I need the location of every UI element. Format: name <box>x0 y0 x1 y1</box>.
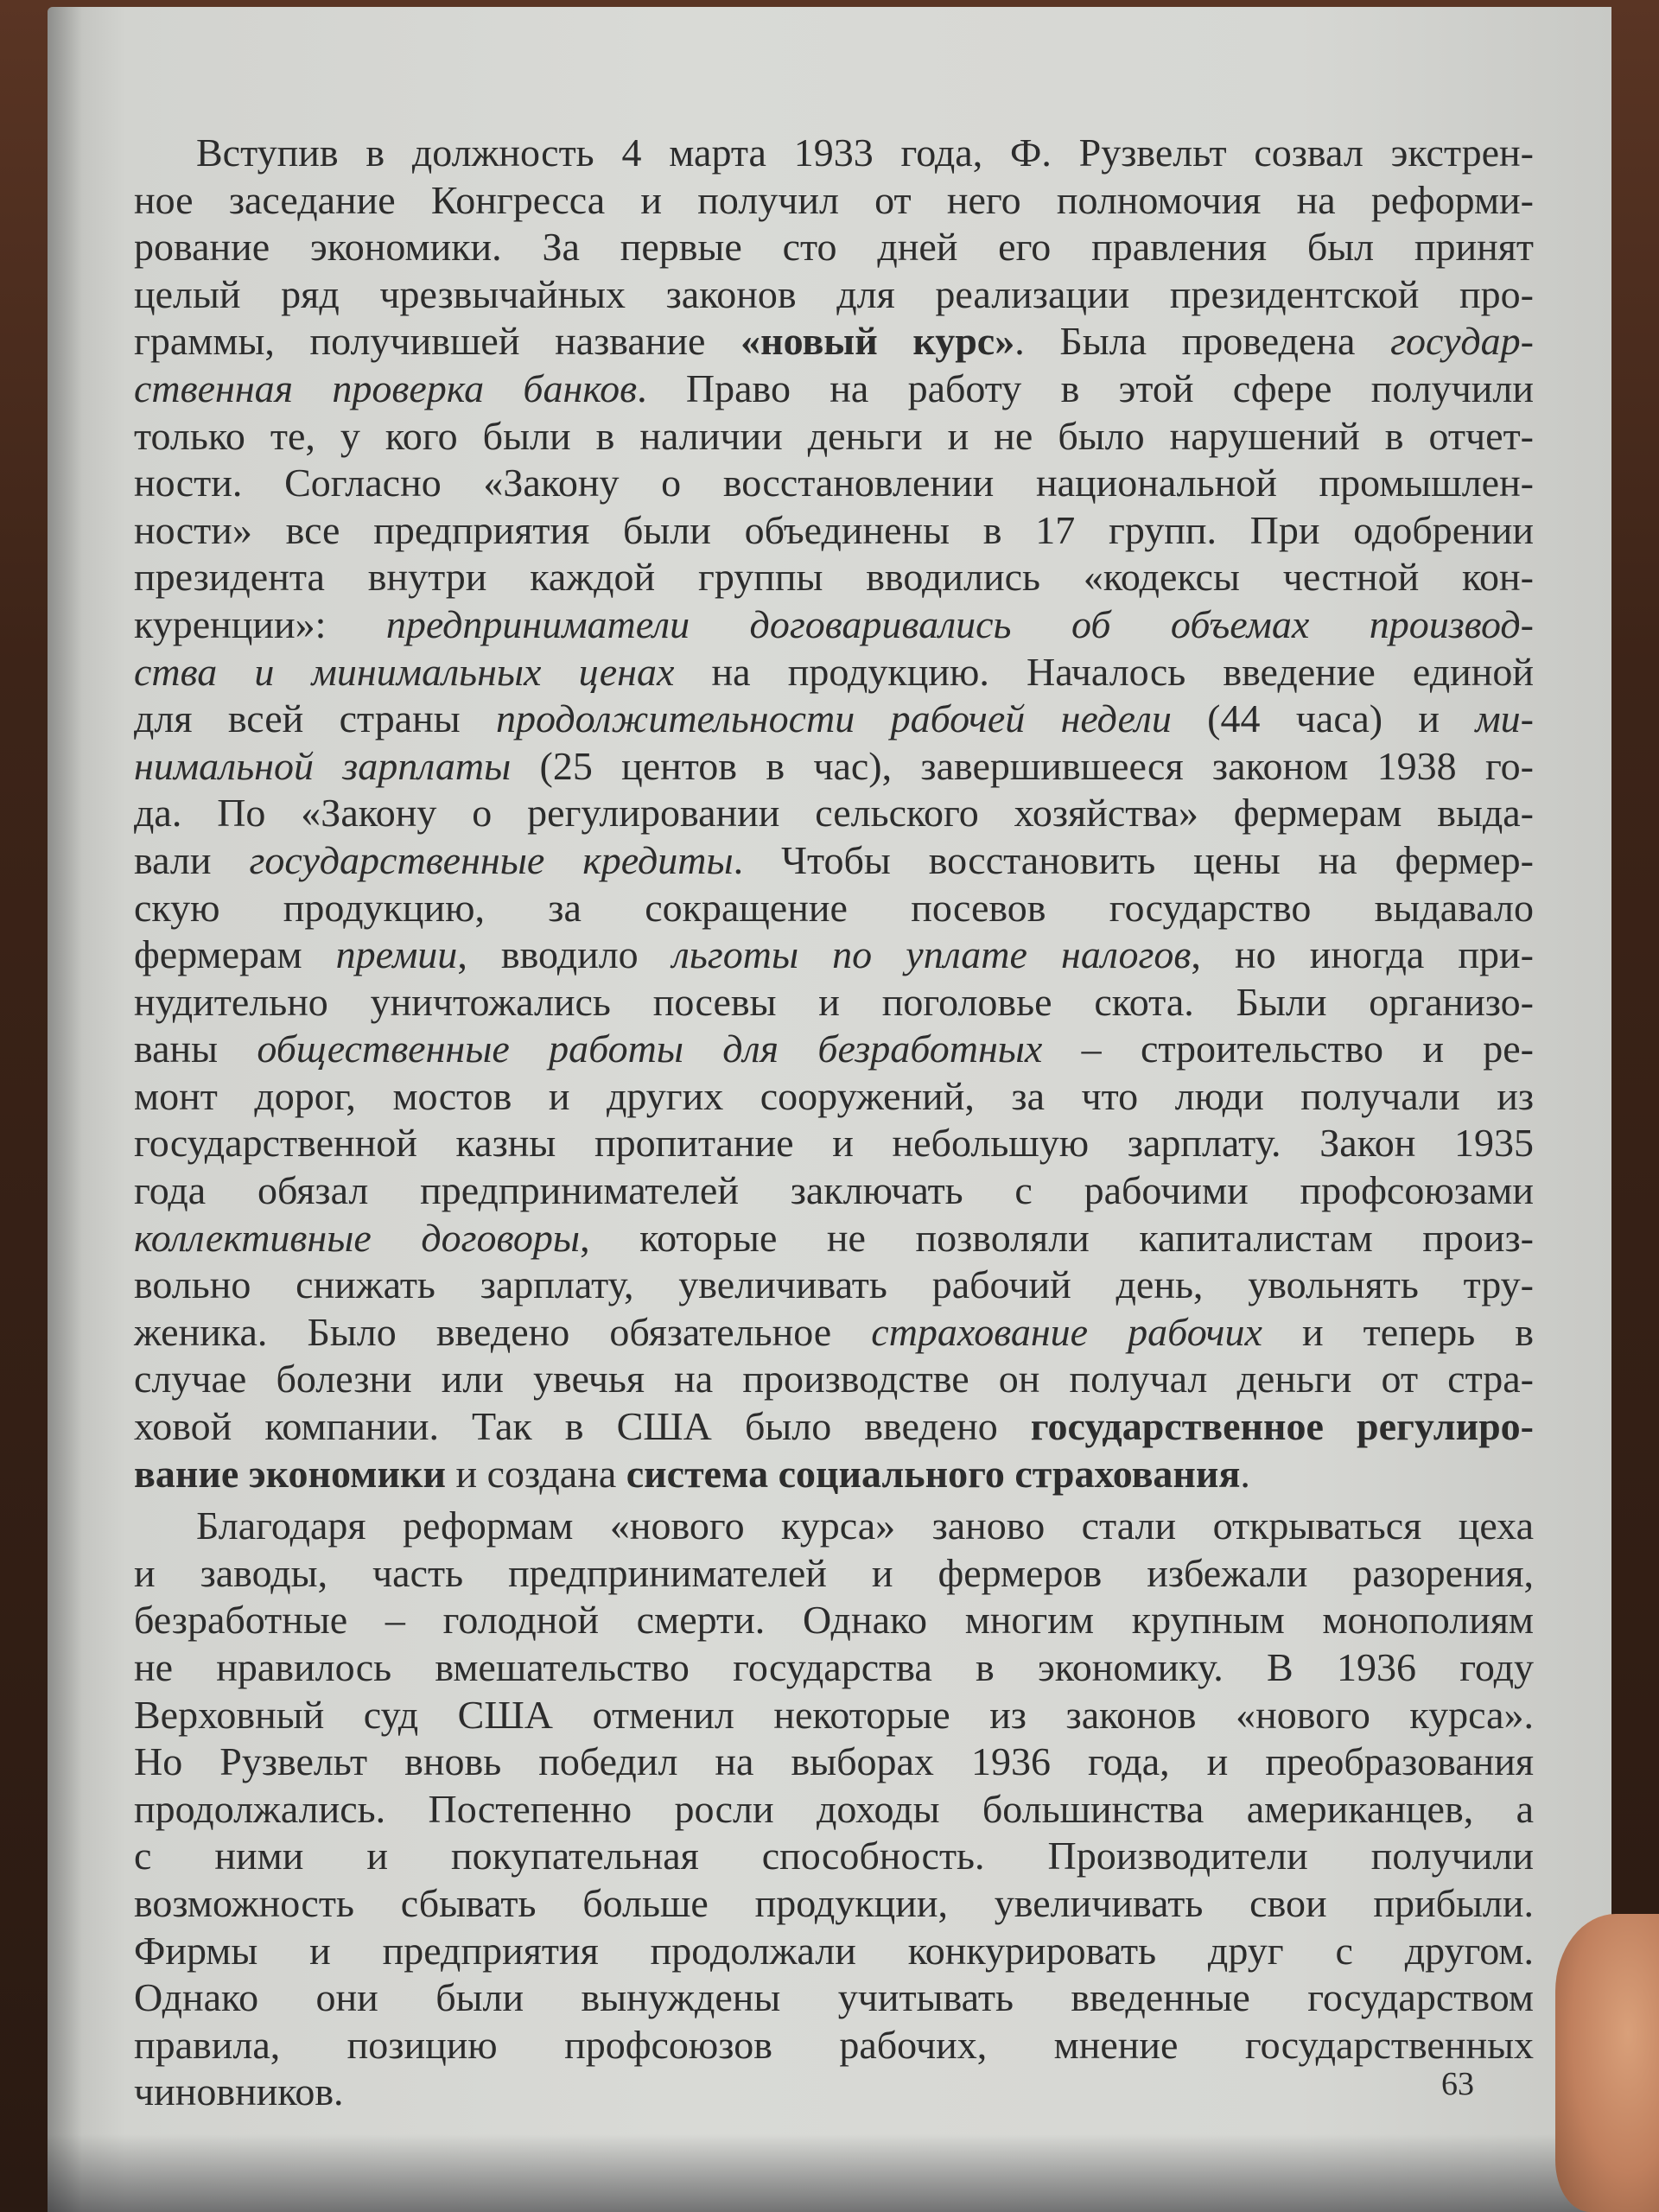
page-gutter-shadow <box>48 7 82 2212</box>
bold-term: государственное регулиро- <box>1030 1404 1534 1449</box>
text-line: ности» все предприятия были объединены в 17 групп. При одобрении <box>134 507 1534 552</box>
page-text <box>134 130 1534 2116</box>
text-run: ваны <box>134 1027 257 1071</box>
text-line <box>134 1215 1534 1262</box>
finger-holding-page <box>1555 1914 1659 2212</box>
italic-term: коллективные договоры <box>134 1215 581 1260</box>
text-line: нудительно уничтожались посевы и поголовье скота. Были организо- <box>134 979 1534 1024</box>
text-run: (44 часа) и <box>1171 696 1476 741</box>
italic-term: государственные кредиты <box>249 837 734 882</box>
text-line <box>134 696 1534 743</box>
italic-term: общественные работы для безработных <box>257 1027 1043 1071</box>
text-run: ховой компании. Так в США было введено <box>134 1404 1031 1449</box>
paragraph-2 <box>134 1503 1534 2116</box>
text-line: Вступив в должность 4 марта 1933 года, Ф. Рузвельт созвал экстрен- <box>196 130 1534 175</box>
text-run: и теперь в <box>1262 1309 1535 1354</box>
text-line: возможность сбывать больше продукции, увеличивать свои прибыли. <box>134 1880 1534 1925</box>
text-run: фермерам <box>134 932 336 977</box>
bold-term: система социального страхования <box>626 1451 1241 1496</box>
text-line: только те, у кого были в наличии деньги и не было нарушений в отчет- <box>134 413 1534 458</box>
text-line <box>134 743 1534 791</box>
text-line <box>134 649 1534 696</box>
italic-term: льготы по уплате налогов <box>671 932 1192 977</box>
text-line: монт дорог, мостов и других сооружений, за что люди получали из <box>134 1073 1534 1118</box>
text-line: с ними и покупательная способность. Производители получили <box>134 1834 1534 1878</box>
text-line: Благодаря реформам «нового курса» заново стали открываться цеха <box>196 1503 1534 1548</box>
text-run: . Была проведена <box>1014 319 1391 364</box>
text-run: и создана <box>446 1451 626 1496</box>
text-run: куренции»: <box>134 601 386 646</box>
text-run: – строительство и ре- <box>1042 1027 1534 1071</box>
text-run: , вводило <box>457 932 672 977</box>
text-line <box>134 601 1534 649</box>
italic-term: ственная проверка банков <box>134 365 638 410</box>
text-run: граммы, получившей название <box>134 319 741 364</box>
text-line: правила, позицию профсоюзов рабочих, мнение государственных <box>134 2022 1534 2067</box>
text-line: случае болезни или увечья на производстве он получал деньги от стра- <box>134 1357 1534 1402</box>
text-line: Однако они были вынуждены учитывать введенные государством <box>134 1975 1534 2020</box>
italic-term: государ- <box>1390 319 1534 364</box>
bold-term-new-deal: «новый курс» <box>741 319 1015 364</box>
text-run: женика. Было введено обязательное <box>134 1309 872 1354</box>
text-line: Верховный суд США отменил некоторые из законов «нового курса». <box>134 1692 1534 1737</box>
text-line <box>134 1403 1534 1451</box>
text-line: ное заседание Конгресса и получил от него полномочия на реформи- <box>134 177 1534 222</box>
text-line: президента внутри каждой группы вводились «кодексы честной кон- <box>134 555 1534 600</box>
paragraph-1 <box>134 130 1534 1497</box>
text-line <box>134 1309 1534 1357</box>
text-line: вольно снижать зарплату, увеличивать рабочий день, увольнять тру- <box>134 1262 1534 1307</box>
italic-term: нимальной зарплаты <box>134 743 512 788</box>
page-bottom-shadow <box>48 2134 1611 2212</box>
text-run: , но иногда при- <box>1191 932 1534 977</box>
text-line <box>134 931 1534 979</box>
text-line <box>134 318 1534 365</box>
text-line: ности. Согласно «Закону о восстановлении национальной промышлен- <box>134 461 1534 505</box>
italic-term: предприниматели договаривались об объемах производ- <box>385 601 1534 646</box>
text-line <box>134 1451 1534 1498</box>
italic-term: продолжительности рабочей недели <box>495 696 1172 741</box>
text-run: вали <box>134 837 250 882</box>
italic-term: ства и минимальных ценах <box>134 649 675 694</box>
italic-term: страхование рабочих <box>871 1309 1262 1354</box>
text-run: . Право на работу в этой сфере получили <box>637 365 1534 410</box>
text-line: и заводы, часть предпринимателей и фермеров избежали разорения, <box>134 1550 1534 1595</box>
text-line: продолжались. Постепенно росли доходы большинства американцев, а <box>134 1786 1534 1831</box>
text-line: рование экономики. За первые сто дней его правления был принят <box>134 225 1534 270</box>
text-line <box>134 365 1534 413</box>
text-line <box>134 1026 1534 1073</box>
text-line: Фирмы и предприятия продолжали конкурировать друг с другом. <box>134 1928 1534 1973</box>
text-line: да. По «Закону о регулировании сельского хозяйства» фермерам выда- <box>134 791 1534 836</box>
text-line: безработные – голодной смерти. Однако многим крупным монополиям <box>134 1598 1534 1643</box>
page-number: 63 <box>1441 2066 1474 2102</box>
text-line: чиновников. <box>134 2069 344 2114</box>
text-run: (25 центов в час), завершившееся законом 1938 го- <box>511 743 1534 788</box>
text-run: на продукцию. Началось введение единой <box>674 649 1534 694</box>
italic-term: премии <box>335 932 458 977</box>
text-line: года обязал предпринимателей заключать с рабочими профсоюзами <box>134 1168 1534 1213</box>
text-line: государственной казны пропитание и небольшую зарплату. Закон 1935 <box>134 1121 1534 1166</box>
text-run: для всей страны <box>134 696 496 741</box>
text-run: , которые не позволяли капиталистам произ- <box>580 1215 1534 1260</box>
italic-term: ми- <box>1475 696 1534 741</box>
text-run: . Чтобы восстановить цены на фермер- <box>733 837 1534 882</box>
text-line: скую продукцию, за сокращение посевов государство выдавало <box>134 885 1534 930</box>
text-line: Но Рузвельт вновь победил на выборах 1936 года, и преобразования <box>134 1739 1534 1784</box>
bold-term: вание экономики <box>134 1451 447 1496</box>
text-line: не нравилось вмешательство государства в экономику. В 1936 году <box>134 1645 1534 1689</box>
text-run: . <box>1240 1451 1250 1496</box>
text-line <box>134 837 1534 885</box>
text-line: целый ряд чрезвычайных законов для реализации президентской про- <box>134 271 1534 316</box>
